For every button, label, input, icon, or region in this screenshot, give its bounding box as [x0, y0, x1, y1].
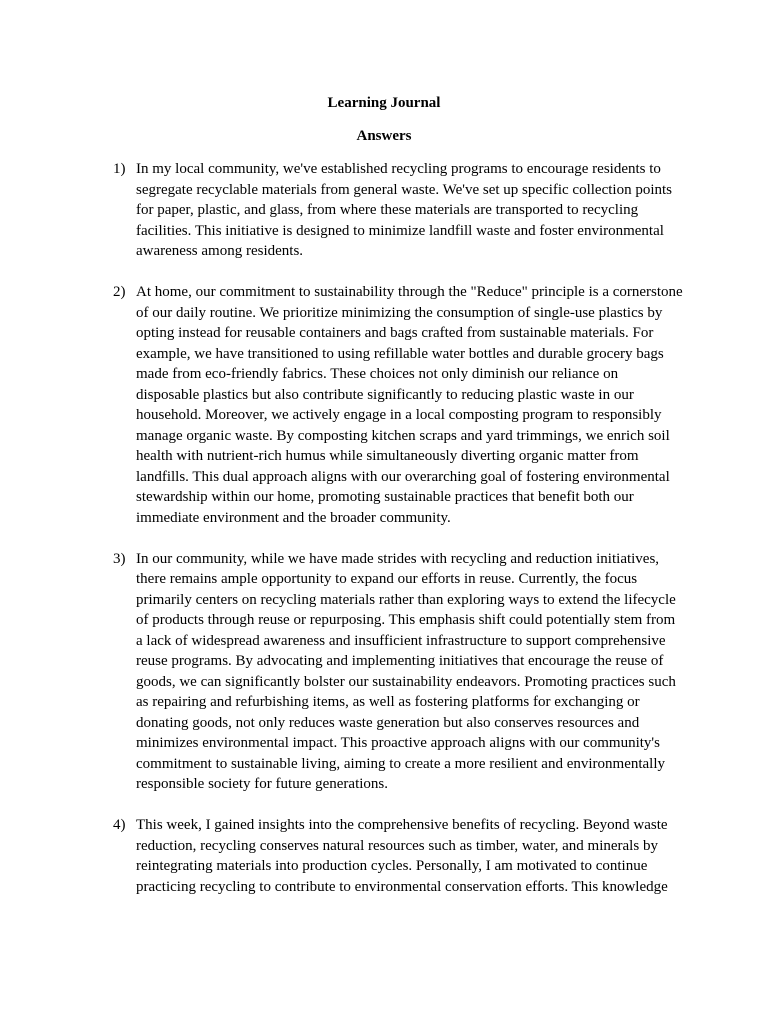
answer-number: 4) — [113, 817, 126, 833]
answers-list — [113, 159, 683, 918]
answer-item — [113, 282, 683, 528]
answer-text: In our community, while we have made strides with recycling and reduction initiatives, there remains ample opportunity to expand our efforts in reuse. Currently, the focus primarily centers on recycling materials rather than exploring ways to extend the lifecycle of products through reuse or repurposing. This emphasis shift could potentially stem from a lack of widespread awareness and insufficient infrastructure to support comprehensive reuse programs. By advocating and implementing initiatives that encourage the reuse of goods, we can significantly bolster our sustainability endeavors. Promoting practices such as repairing and refurbishing items, as well as fostering platforms for exchanging or donating goods, not only reduces waste generation but also conserves resources and minimizes environmental impact. This proactive approach aligns with our community's commitment to sustainable living, aiming to create a more resilient and environmentally responsible society for future generations. — [136, 550, 676, 792]
answer-item — [113, 815, 683, 897]
answer-text: At home, our commitment to sustainability through the "Reduce" principle is a cornerstone of our daily routine. We prioritize minimizing the consumption of single-use plastics by opting instead for reusable containers and bags crafted from sustainable materials. For example, we have transitioned to using refillable water bottles and durable grocery bags made from eco-friendly fabrics. These choices not only diminish our reliance on disposable plastics but also contribute significantly to reducing plastic waste in our household. Moreover, we actively engage in a local composting program to responsibly manage organic waste. By composting kitchen scraps and yard trimmings, we enrich soil health with nutrient-rich humus while simultaneously diverting organic matter from landfills. This dual approach aligns with our overarching goal of fostering environmental stewardship within our home, promoting sustainable practices that benefit both our immediate environment and the broader community. — [136, 284, 683, 526]
answer-number: 3) — [113, 550, 126, 567]
page-subtitle: Answers — [356, 128, 412, 144]
answer-number: 2) — [113, 284, 126, 300]
page-title: Learning Journal — [327, 95, 441, 111]
answer-text: This week, I gained insights into the comprehensive benefits of recycling. Beyond waste reduction, recycling conserves natural resources such as timber, water, and minerals by reintegrating materials into production cycles. Personally, I am motivated to continue practicing recycling to contribute to environmental conservation efforts. This knowledge — [136, 817, 668, 895]
answer-item — [113, 549, 683, 795]
answer-text: In my local community, we've established recycling programs to encourage residents to segregate recyclable materials from general waste. We've set up specific collection points for paper, plastic, and glass, from where these materials are transported to recycling facilities. This initiative is designed to minimize landfill waste and foster environmental awareness among residents. — [136, 161, 672, 259]
answer-item — [113, 159, 683, 262]
answer-number: 1) — [113, 161, 126, 177]
